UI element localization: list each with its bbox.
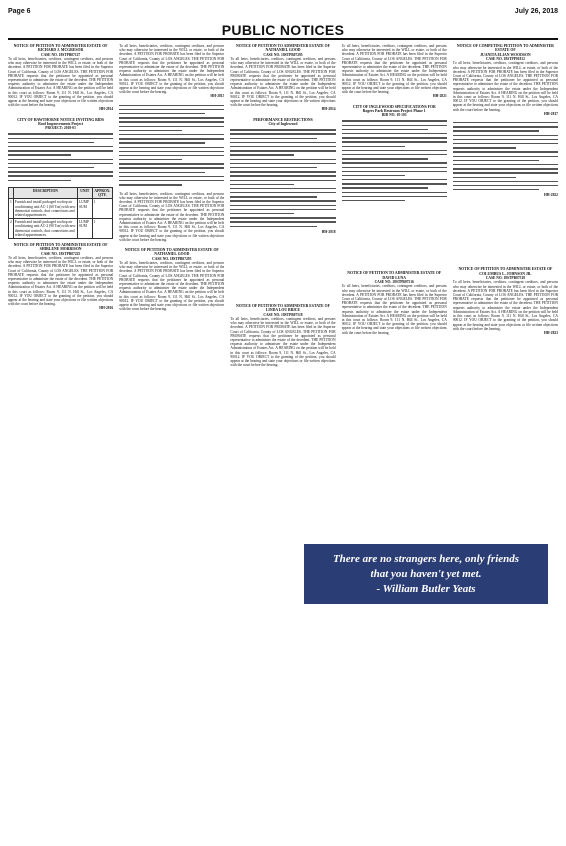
notice-title: CITY OF INGLEWOOD SPECIFICATIONS FOR: [352, 104, 436, 109]
notice-text-lines: [453, 122, 558, 190]
legal-notice: [342, 271, 447, 334]
quote-banner: [304, 544, 548, 604]
table-row: [9, 219, 113, 239]
notice-case: CASE NO. 18STPB07295: [263, 52, 303, 57]
table-cell: 1: [9, 199, 14, 219]
notice-title: NOTICE OF PETITION TO ADMINISTER ESTATE OF: [236, 44, 330, 48]
legal-notice: [119, 192, 224, 242]
column-1: [8, 44, 113, 834]
bid-schedule-table: [8, 187, 113, 239]
notice-id: HH-2815: [210, 94, 225, 99]
notice-name: COLUMBUS L. JOHNSON JR.: [479, 271, 532, 276]
quote-line-1: There are no strangers here, only friends: [332, 552, 520, 565]
notice-title: NOTICE OF PETITION TO ADMINISTER ESTATE OF: [13, 242, 108, 247]
notice-name: LINDA LOU BRICE: [265, 308, 301, 313]
legal-notice: [453, 267, 558, 335]
page-number: Page 6: [8, 8, 31, 15]
notice-title: NOTICE OF PETITION TO ADMINISTER ESTATE OF: [347, 271, 442, 276]
notice-case: CASE NO. 18STPB07518: [263, 312, 303, 317]
table-cell: 1: [92, 219, 113, 239]
table-header: DESCRIPTION: [13, 187, 77, 198]
notice-id: HH-2814: [99, 107, 114, 112]
legal-notice: [230, 304, 335, 367]
column-4: [342, 44, 447, 834]
notice-id: HH-2818: [321, 229, 336, 234]
notice-columns: [8, 44, 558, 834]
legal-notice: [342, 105, 447, 202]
notice-body: To all heirs, beneficiaries, creditors, contingent creditors, and persons who may otherwise be interested in the WILL or estate, or both of the decedent. A PETITION FOR PROBATE has been filed in the Superior Court of California, County of LOS ANGELES. THE PETITION FOR PROBATE requests that the petitioner be appointed as personal representative to administer the estate of the decedent. THE PETITION requests authority to administer the estate under the Independent Administration of Estates Act. A HEARING on the petition will be held in this court as follows: Room 9, 111 N. Hill St., Los Angeles, CA 90012. IF YOU OBJECT to the granting of the petition, you should appear at the hearing and state your objections or file written objections with the court before the hearing.: [119, 191, 225, 242]
notice-body: To all heirs, beneficiaries, creditors, contingent creditors, and persons who may otherwise be interested in the WILL or estate, or both of the decedent. A PETITION FOR PROBATE has been filed in the Superior Court of California, County of LOS ANGELES. THE PETITION FOR PROBATE requests that the petitioner be appointed as personal representative to administer the estate of the decedent. THE PETITION requests authority to administer the estate under the Independent Administration of Estates Act. A HEARING on the petition will be held in this court as follows: Room 9, 111 N. Hill St., Los Angeles, CA 90012. IF YOU OBJECT to the granting of the petition, you should appear at the hearing and state your objections or file written objections with the court before the hearing.: [8, 255, 114, 307]
page-header: [8, 8, 558, 18]
legal-notice: [230, 118, 335, 234]
notice-name: NATHANIEL GOOD: [154, 252, 190, 257]
notice-title: NOTICE OF PETITION TO ADMINISTER ESTATE OF: [124, 248, 219, 253]
notice-case: CASE NO. 18STPB07518: [485, 276, 526, 281]
legal-notice: [119, 44, 224, 99]
issue-date: July 26, 2018: [514, 8, 558, 15]
column-3: [230, 44, 335, 834]
notice-case: BID NO. 18-103: [381, 113, 407, 118]
notice-title: NOTICE OF PETITION TO ADMINISTER ESTATE OF: [13, 44, 108, 48]
table-cell: LUMP SUM: [77, 219, 92, 239]
notice-case: CASE NO. 18STPP01812: [485, 57, 525, 62]
notice-name: SHIRLENE MORRISON: [39, 247, 82, 252]
quote-author: - William Butler Yeats: [376, 582, 476, 595]
notice-body: To all heirs, beneficiaries, creditors, contingent creditors, and persons who may otherwise be interested in the WILL or estate, or both of the decedent. A PETITION FOR PROBATE has been filed in the Superior Court of California, County of LOS ANGELES. THE PETITION FOR PROBATE requests that the petitioner be appointed as personal representative to administer the estate of the decedent. THE PETITION requests authority to administer the estate under the Independent Administration of Estates Act. A HEARING on the petition will be held in this court as follows: Room 9, 111 N. Hill St., Los Angeles, CA 90012. IF YOU OBJECT to the granting of the petition, you should appear at the hearing and state your objections or file written objections with the court before the hearing.: [119, 261, 225, 312]
table-cell: Furnish and install packaged rooftop air conditioning unit AC-1 (60 Ton) with new thermostat controls, duct connections and related appurtenances.: [14, 200, 76, 217]
legal-notice: [453, 44, 558, 116]
table-header: UNIT: [77, 187, 92, 198]
notice-body: To all heirs, beneficiaries, creditors, contingent creditors, and persons who may otherwise be interested in the WILL or estate, or both of the decedent. A PETITION FOR PROBATE has been filed in the Superior Court of California, County of LOS ANGELES. THE PETITION FOR PROBATE requests that the petitioner be appointed as personal representative to administer the estate of the decedent. THE PETITION requests authority to administer the estate under the Independent Administration of Estates Act. A HEARING on the petition will be held in this court as follows: Room 9, 111 N. Hill St., Los Angeles, CA 90012. IF YOU OBJECT to the granting of the petition, you should appear at the hearing and state your objections or file written objections with the court before the hearing.: [452, 61, 558, 112]
notice-id: HH-2823: [544, 330, 558, 335]
notice-name: City of Inglewood: [268, 122, 298, 127]
notice-name: Rogers Park Restroom Project Phase 1: [362, 109, 426, 114]
legal-notice: [119, 248, 224, 311]
notice-name: NATHANIEL GOOD: [265, 48, 301, 53]
section-title: PUBLIC NOTICES: [221, 22, 345, 38]
notice-id: HH-2822: [544, 193, 558, 198]
legal-notice: [230, 44, 335, 112]
notice-body: To all heirs, beneficiaries, creditors, contingent creditors, and persons who may otherwise be interested in the WILL or estate, or both of the decedent. A PETITION FOR PROBATE has been filed in the Superior Court of California, County of LOS ANGELES. THE PETITION FOR PROBATE requests that the petitioner be appointed as personal representative to administer the estate of the decedent. THE PETITION requests authority to administer the estate under the Independent Administration of Estates Act. A HEARING on the petition will be held in this court as follows: Room 9, 111 N. Hill St., Los Angeles, CA 90012. IF YOU OBJECT to the granting of the petition, you should appear at the hearing and state your objections or file written objections with the court before the hearing.: [341, 44, 447, 95]
notice-title: CITY OF HAWTHORNE NOTICE INVITING BIDS: [17, 117, 104, 122]
legal-notice: [8, 44, 113, 112]
notice-name: RICHARD J. MCGRESOR: [37, 48, 84, 53]
notice-name: Roof Improvements Project: [38, 122, 84, 127]
legal-notice: [453, 122, 558, 197]
column-5: [453, 44, 558, 834]
table-cell: 2: [9, 219, 14, 239]
table-cell: LUMP SUM: [77, 199, 92, 219]
notice-text-lines: [119, 105, 224, 186]
notice-case: CASE NO. 18STPB07516: [374, 280, 414, 285]
notice-case: CASE NO. 18STPB07295: [152, 256, 192, 261]
notice-text-lines: [342, 120, 447, 201]
notice-title: PERFORMANCE RESTRICTIONS: [253, 117, 313, 122]
table-row: [9, 199, 113, 219]
notice-text-lines: [230, 129, 335, 227]
notice-title: NOTICE OF PETITION TO ADMINISTER ESTATE OF: [458, 267, 553, 272]
table-cell: 1: [92, 199, 113, 219]
notice-title: NOTICE OF COMPETING PETITION TO ADMINISTER ESTATE OF: [456, 44, 554, 53]
notice-body: To all heirs, beneficiaries, creditors, contingent creditors, and persons who may otherwise be interested in the WILL or estate, or both of the decedent. A PETITION FOR PROBATE has been filed in the Superior Court of California, County of LOS ANGELES. THE PETITION FOR PROBATE requests that the petitioner be appointed as personal representative to administer the estate of the decedent. THE PETITION requests authority to administer the estate under the Independent Administration of Estates Act. A HEARING on the petition will be held in this court as follows: Room 9, 111 N. Hill St., Los Angeles, CA 90012. IF YOU OBJECT to the granting of the petition, you should appear at the hearing and state your objections or file written objections with the court before the hearing.: [119, 44, 225, 95]
notice-body: To all heirs, beneficiaries, creditors, contingent creditors, and persons who may otherwise be interested in the WILL or estate, or both of the decedent. A PETITION FOR PROBATE has been filed in the Superior Court of California, County of LOS ANGELES. THE PETITION FOR PROBATE requests that the petitioner be appointed as personal representative to administer the estate of the decedent. THE PETITION requests authority to administer the estate under the Independent Administration of Estates Act. A HEARING on the petition will be held in this court as follows: Room 9, 111 N. Hill St., Los Angeles, CA 90012. IF YOU OBJECT to the granting of the petition, you should appear at the hearing and state your objections or file written objections with the court before the hearing.: [341, 284, 447, 335]
column-2: [119, 44, 224, 834]
notice-text-lines: [8, 133, 113, 180]
quote-line-2: that you haven't yet met.: [370, 567, 482, 580]
notice-case: CASE NO. 18STPB07127: [40, 52, 81, 57]
legal-notice: [342, 44, 447, 99]
legal-notice: [8, 243, 113, 311]
notice-body: To all heirs, beneficiaries, creditors, contingent creditors, and persons who may otherwise be interested in the WILL or estate, or both of the decedent. A PETITION FOR PROBATE has been filed in the Superior Court of California, County of LOS ANGELES. THE PETITION FOR PROBATE requests that the petitioner be appointed as personal representative to administer the estate of the decedent. THE PETITION requests authority to administer the estate under the Independent Administration of Estates Act. A HEARING on the petition will be held in this court as follows: Room 9, 111 N. Hill St., Los Angeles, CA 90012. IF YOU OBJECT to the granting of the petition, you should appear at the hearing and state your objections or file written objections with the court before the hearing.: [452, 280, 558, 331]
notice-id: HH-2817: [544, 111, 558, 116]
header-rule: [8, 38, 558, 40]
table-header: APPROX. QTY.: [92, 187, 113, 198]
notice-body: To all heirs, beneficiaries, creditors, contingent creditors, and persons who may otherwise be interested in the WILL or estate, or both of the decedent. A PETITION FOR PROBATE has been filed in the Superior Court of California, County of LOS ANGELES. THE PETITION FOR PROBATE requests that the petitioner be appointed as personal representative to administer the estate of the decedent. THE PETITION requests authority to administer the estate under the Independent Administration of Estates Act. A HEARING on the petition will be held in this court as follows: Room 9, 111 N. Hill St., Los Angeles, CA 90012. IF YOU OBJECT to the granting of the petition, you should appear at the hearing and state your objections or file written objections with the court before the hearing.: [230, 316, 336, 368]
notice-body: To all heirs, beneficiaries, creditors, contingent creditors, and persons who may otherwise be interested in the WILL or estate, or both of the decedent. A PETITION FOR PROBATE has been filed in the Superior Court of California, County of LOS ANGELES. THE PETITION FOR PROBATE requests that the petitioner be appointed as personal representative to administer the estate of the decedent. THE PETITION requests authority to administer the estate under the Independent Administration of Estates Act. A HEARING on the petition will be held in this court as follows: Room 9, 111 N. Hill St., Los Angeles, CA 90012. IF YOU OBJECT to the granting of the petition, you should appear at the hearing and state your objections or file written objections with the court before the hearing.: [8, 57, 114, 108]
notice-title: NOTICE OF PETITION TO ADMINISTER ESTATE OF: [236, 303, 330, 308]
notice-name: DAVID LUNA: [382, 275, 407, 280]
notice-case: PROJECT: 2018-01: [45, 126, 76, 131]
notice-id: HH-2816: [99, 306, 114, 311]
legal-notice: [8, 118, 113, 181]
notice-body: To all heirs, beneficiaries, creditors, contingent creditors, and persons who may otherwise be interested in the WILL or estate, or both of the decedent. A PETITION FOR PROBATE has been filed in the Superior Court of California, County of LOS ANGELES. THE PETITION FOR PROBATE requests that the petitioner be appointed as personal representative to administer the estate of the decedent. THE PETITION requests authority to administer the estate under the Independent Administration of Estates Act. A HEARING on the petition will be held in this court as follows: Room 9, 111 N. Hill St., Los Angeles, CA 90012. IF YOU OBJECT to the granting of the petition, you should appear at the hearing and state your objections or file written objections with the court before the hearing.: [230, 57, 336, 108]
legal-notice: [119, 105, 224, 186]
notice-name: JUANITA ELIAN WOODSON: [480, 52, 531, 57]
notice-id: HH-2814: [321, 107, 336, 112]
notice-case: CASE NO. 18STPB07225: [40, 251, 81, 256]
table-cell: Furnish and install packaged rooftop air conditioning unit AC-2 (90 Ton) with new thermostat controls, duct connections and related appurtenances.: [14, 220, 76, 237]
notice-id: HH-2821: [432, 94, 447, 99]
